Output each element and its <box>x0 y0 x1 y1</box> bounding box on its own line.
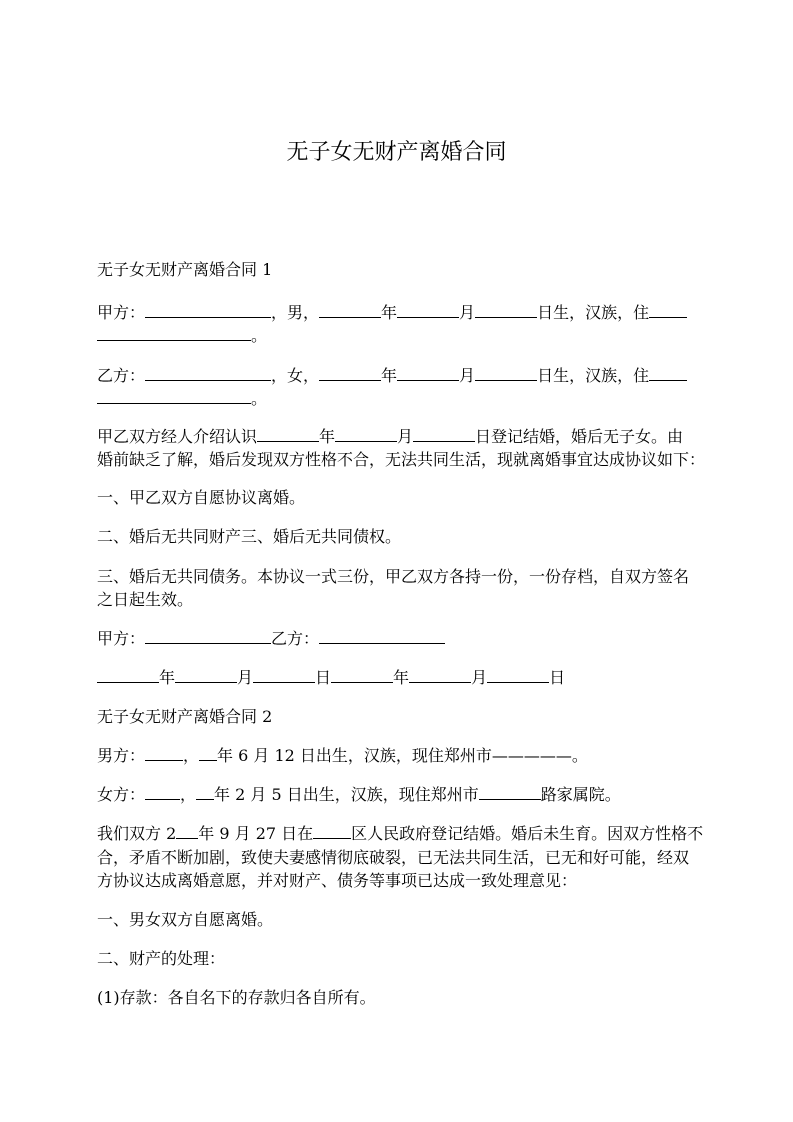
contract-1-heading: 无子女无财产离婚合同 1 <box>97 260 273 279</box>
born-text: 日生，汉族，住 <box>537 366 650 385</box>
sign-a-label: 甲方： <box>97 629 146 648</box>
party-b-line-2 <box>97 386 697 412</box>
party-a-address-blank-2 <box>97 323 251 341</box>
comma: ， <box>183 746 200 765</box>
party-a-name-blank <box>145 300 271 318</box>
sign-a-blank <box>145 626 271 644</box>
year-text: 年 <box>393 668 410 687</box>
period: 。 <box>251 326 268 345</box>
c2-item-1: 一、男女双方自愿离婚。 <box>97 910 274 929</box>
party-a-line-2 <box>97 323 697 349</box>
party-b-label: 乙方： <box>97 366 146 385</box>
party-b-address-blank-2 <box>97 386 251 404</box>
man-rest-text: 年 6 月 12 日出生，汉族，现住郑州市—————。 <box>217 746 588 765</box>
day-text: 日 <box>549 668 566 687</box>
c1-item-3-line-1: 三、婚后无共同债务。本协议一式三份，甲乙双方各持一份，一份存档，自双方签名 <box>97 567 690 586</box>
woman-rest-text: 年 2 月 5 日出生，汉族，现住郑州市 <box>214 785 479 804</box>
man-year-blank <box>199 743 217 761</box>
party-b-day-blank <box>475 363 537 381</box>
marriage-year-blank <box>176 821 198 839</box>
date-a-month-blank <box>175 665 237 683</box>
sign-b-label: 乙方： <box>271 629 320 648</box>
contract-2-heading: 无子女无财产离婚合同 2 <box>97 707 273 726</box>
intro-text-b: 日登记结婚，婚后无子女。由 <box>475 427 684 446</box>
party-a-address-blank <box>649 300 687 318</box>
c1-item-2: 二、婚后无共同财产三、婚后无共同债权。 <box>97 527 402 546</box>
date-a-day-blank <box>253 665 315 683</box>
c2-para-text-1: 我们双方 2 <box>97 824 177 843</box>
intro-text-a: 甲乙双方经人介绍认识 <box>97 427 258 446</box>
woman-road-blank <box>479 782 541 800</box>
c2-para-text-2: 年 9 月 27 日在 <box>198 824 314 843</box>
man-name-blank <box>145 743 183 761</box>
year-text: 年 <box>381 303 398 322</box>
c2-para-text-3: 区人民政府登记结婚。婚后未生育。因双方性格不 <box>351 824 704 843</box>
c2-para-line-1 <box>97 821 704 847</box>
woman-name-blank <box>145 782 180 800</box>
signature-line <box>97 626 697 652</box>
c1-item-1: 一、甲乙双方自愿协议离婚。 <box>97 488 306 507</box>
c2-item-3: (1)存款：各自名下的存款归各自所有。 <box>97 988 376 1007</box>
c2-item-2: 二、财产的处理： <box>97 949 226 968</box>
met-year-blank <box>257 424 319 442</box>
date-b-year-blank <box>331 665 393 683</box>
woman-label: 女方： <box>97 785 146 804</box>
month-text: 月 <box>459 366 476 385</box>
party-a-year-blank <box>319 300 381 318</box>
party-b-year-blank <box>319 363 381 381</box>
month-text: 月 <box>471 668 488 687</box>
man-label: 男方： <box>97 746 146 765</box>
month-text: 月 <box>237 668 254 687</box>
date-b-day-blank <box>487 665 549 683</box>
woman-year-blank <box>196 782 214 800</box>
year-text: 年 <box>381 366 398 385</box>
period: 。 <box>251 389 268 408</box>
date-a-year-blank <box>97 665 159 683</box>
met-day-blank <box>413 424 475 442</box>
born-text: 日生，汉族，住 <box>537 303 650 322</box>
sign-b-blank <box>319 626 445 644</box>
document-title: 无子女无财产离婚合同 <box>286 140 507 165</box>
c1-item-3-line-2: 之日起生效。 <box>97 590 194 609</box>
party-a-label: 甲方： <box>97 303 146 322</box>
party-b-month-blank <box>397 363 459 381</box>
party-a-day-blank <box>475 300 537 318</box>
year-text: 年 <box>159 668 176 687</box>
sign-date-line <box>97 665 697 691</box>
party-a-gender: ，男， <box>271 303 320 322</box>
woman-end-text: 路家属院。 <box>540 785 621 804</box>
day-text: 日 <box>315 668 332 687</box>
intro-line-2: 婚前缺乏了解，婚后发现双方性格不合，无法共同生活，现就离婚事宜达成协议如下： <box>97 450 706 469</box>
party-b-address-blank <box>649 363 687 381</box>
c2-para-line-2: 合，矛盾不断加剧，致使夫妻感情彻底破裂，已无法共同生活，已无和好可能，经双 <box>97 848 690 867</box>
met-month-blank <box>335 424 397 442</box>
party-a-month-blank <box>397 300 459 318</box>
party-b-gender: ，女， <box>271 366 320 385</box>
month-text: 月 <box>397 427 414 446</box>
comma: ， <box>180 785 197 804</box>
c2-para-line-3: 方协议达成离婚意愿，并对财产、债务等事项已达成一致处理意见： <box>97 871 578 890</box>
man-line <box>97 743 697 769</box>
year-text: 年 <box>319 427 336 446</box>
district-blank <box>313 821 351 839</box>
date-b-month-blank <box>409 665 471 683</box>
woman-line <box>97 782 697 808</box>
party-b-name-blank <box>145 363 271 381</box>
month-text: 月 <box>459 303 476 322</box>
